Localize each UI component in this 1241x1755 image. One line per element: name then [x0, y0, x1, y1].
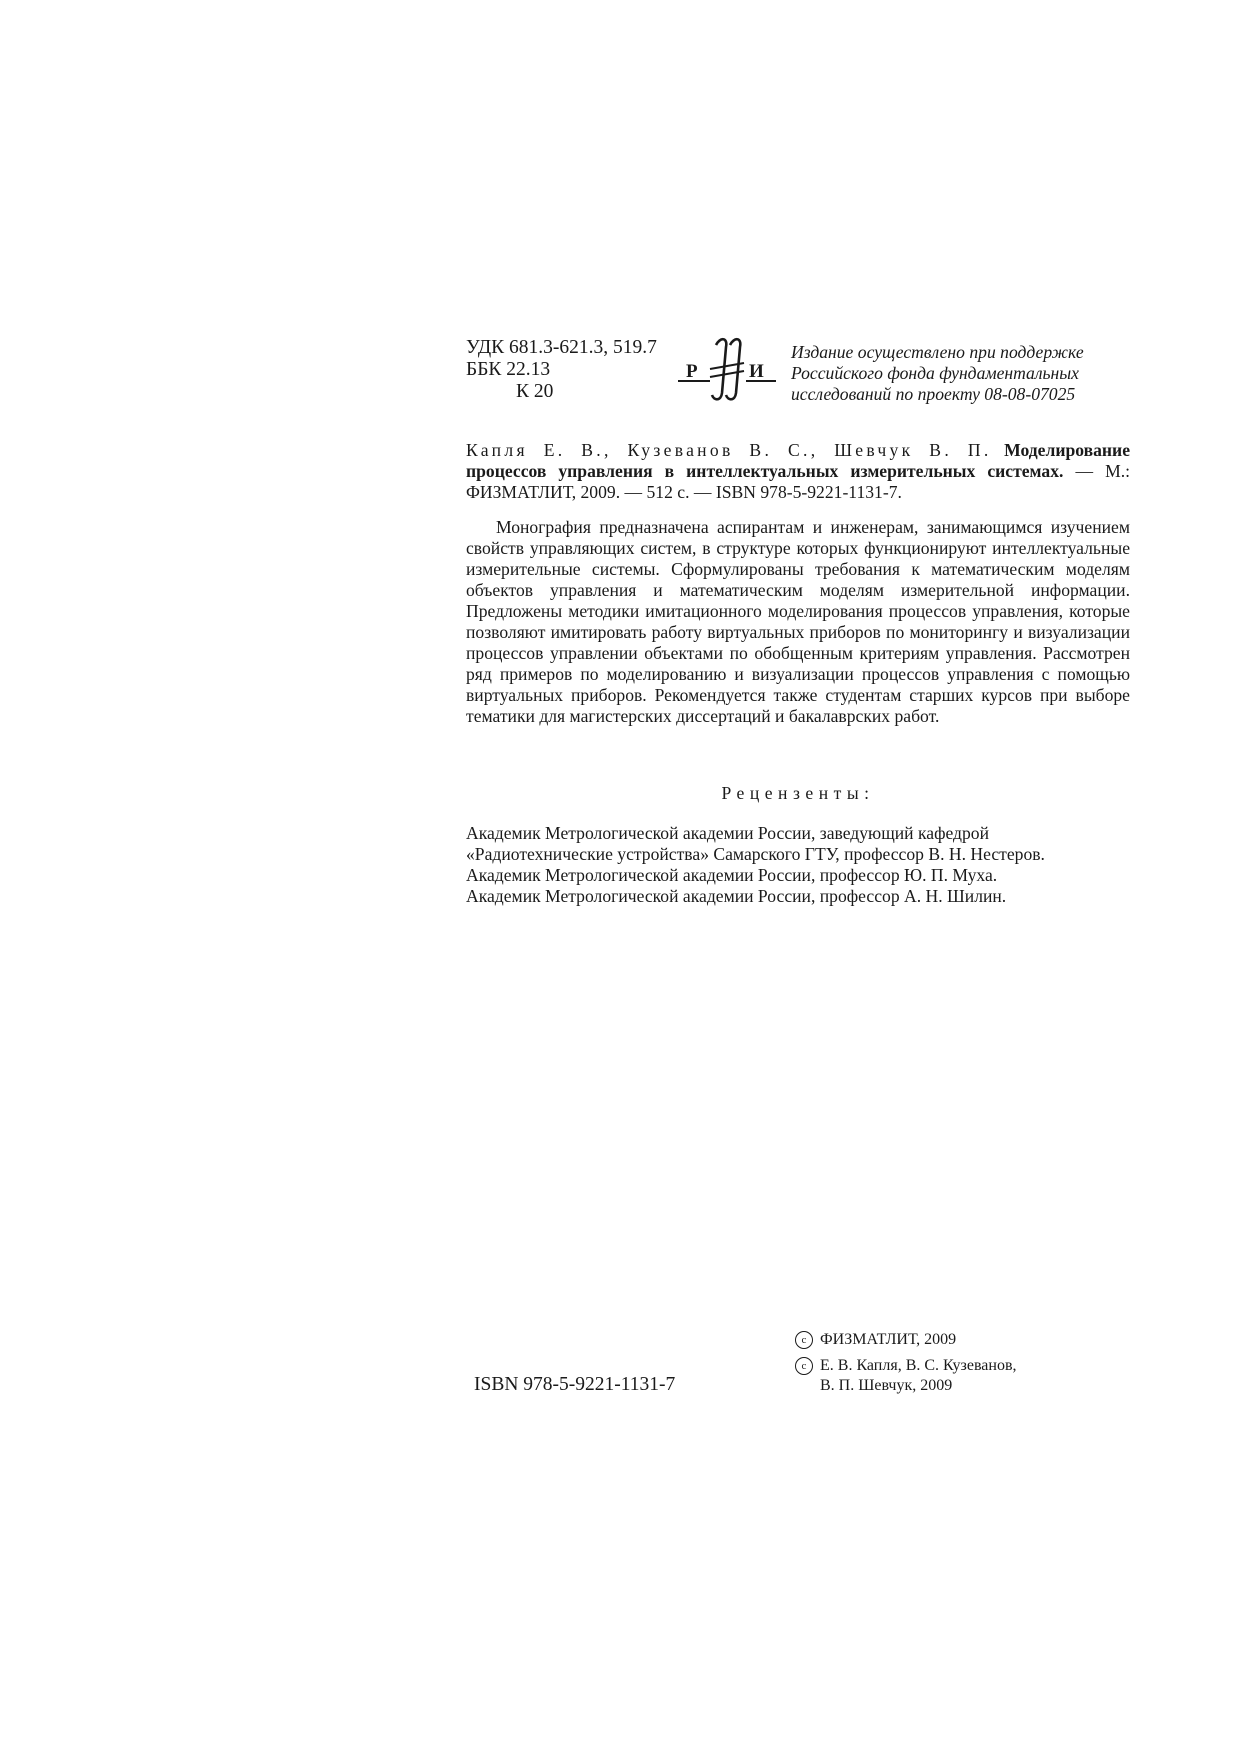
citation-title: Моделирование процессов управления в интеллектуальных измерительных системах.: [466, 440, 1130, 481]
udk-code: УДК 681.3-621.3, 519.7: [466, 337, 657, 358]
logo-right-stem: [726, 339, 740, 399]
support-note: [791, 342, 1134, 405]
isbn-number: ISBN 978-5-9221-1131-7: [474, 1374, 676, 1395]
citation-authors: Капля Е. В., Кузеванов В. С., Шевчук В. П.: [466, 440, 992, 460]
reviewers-list: [466, 823, 1146, 907]
logo-letter-i: И: [749, 361, 764, 382]
reviewer-line: Академик Метрологической академии России, профессор Ю. П. Муха.: [466, 865, 998, 885]
copyright-authors-text: [820, 1356, 1017, 1396]
classification-block: [466, 337, 706, 403]
bbk-code: ББК 22.13: [466, 359, 551, 380]
copyright-publisher-text: ФИЗМАТЛИТ, 2009: [820, 1331, 957, 1348]
reviewers-heading: Рецензенты:: [721, 783, 875, 803]
author-sign-code: К 20: [516, 381, 554, 402]
support-note-line: Издание осуществлено при поддержке: [791, 342, 1084, 362]
reviewer-line: «Радиотехнические устройства» Самарского ГТУ, профессор В. Н. Нестеров.: [466, 844, 1045, 864]
logo-letter-r: Р: [686, 361, 698, 382]
reviewer-line: Академик Метрологической академии России, заведующий кафедрой: [466, 823, 990, 843]
copyright-publisher: [795, 1330, 1017, 1350]
copyright-authors-line: В. П. Шевчук, 2009: [820, 1377, 953, 1394]
reviewer-line: Академик Метрологической академии России, профессор А. Н. Шилин.: [466, 886, 1007, 906]
copyright-icon: c: [795, 1331, 813, 1349]
copyright-authors-line: Е. В. Капля, В. С. Кузеванов,: [820, 1357, 1017, 1374]
rffi-logo-icon: [672, 335, 780, 403]
copyright-block: [795, 1330, 1017, 1396]
bibliographic-citation: [466, 440, 1130, 503]
copyright-authors: [795, 1356, 1017, 1396]
copyright-icon: c: [795, 1357, 813, 1375]
annotation-paragraph: Монография предназначена аспирантам и инженерам, занимающимся изучением свойств управляющих систем, в структуре которых функционируют интеллектуальные измерительные системы. Сформулированы требования к математическим моделям объектов управления и математическим моделям измерительной информации. Предложены методики имитационного моделирования процессов управления, которые позволяют имитировать работу виртуальных приборов по мониторингу и визуализации процессов управлении объектами по обобщенным критериям управления. Рассмотрен ряд примеров по моделированию и визуализации процессов управления с помощью виртуальных приборов. Рекомендуется также студентам старших курсов при выборе тематики для магистерских диссертаций и бакалаврских работ.: [466, 517, 1130, 726]
support-note-line: исследований по проекту 08-08-07025: [791, 384, 1076, 404]
citation-imprint: — М.: ФИЗМАТЛИТ, 2009. — 512 с. — ISBN 978-5-9221-1131-7.: [466, 461, 1130, 502]
support-note-line: Российского фонда фундаментальных: [791, 363, 1079, 383]
